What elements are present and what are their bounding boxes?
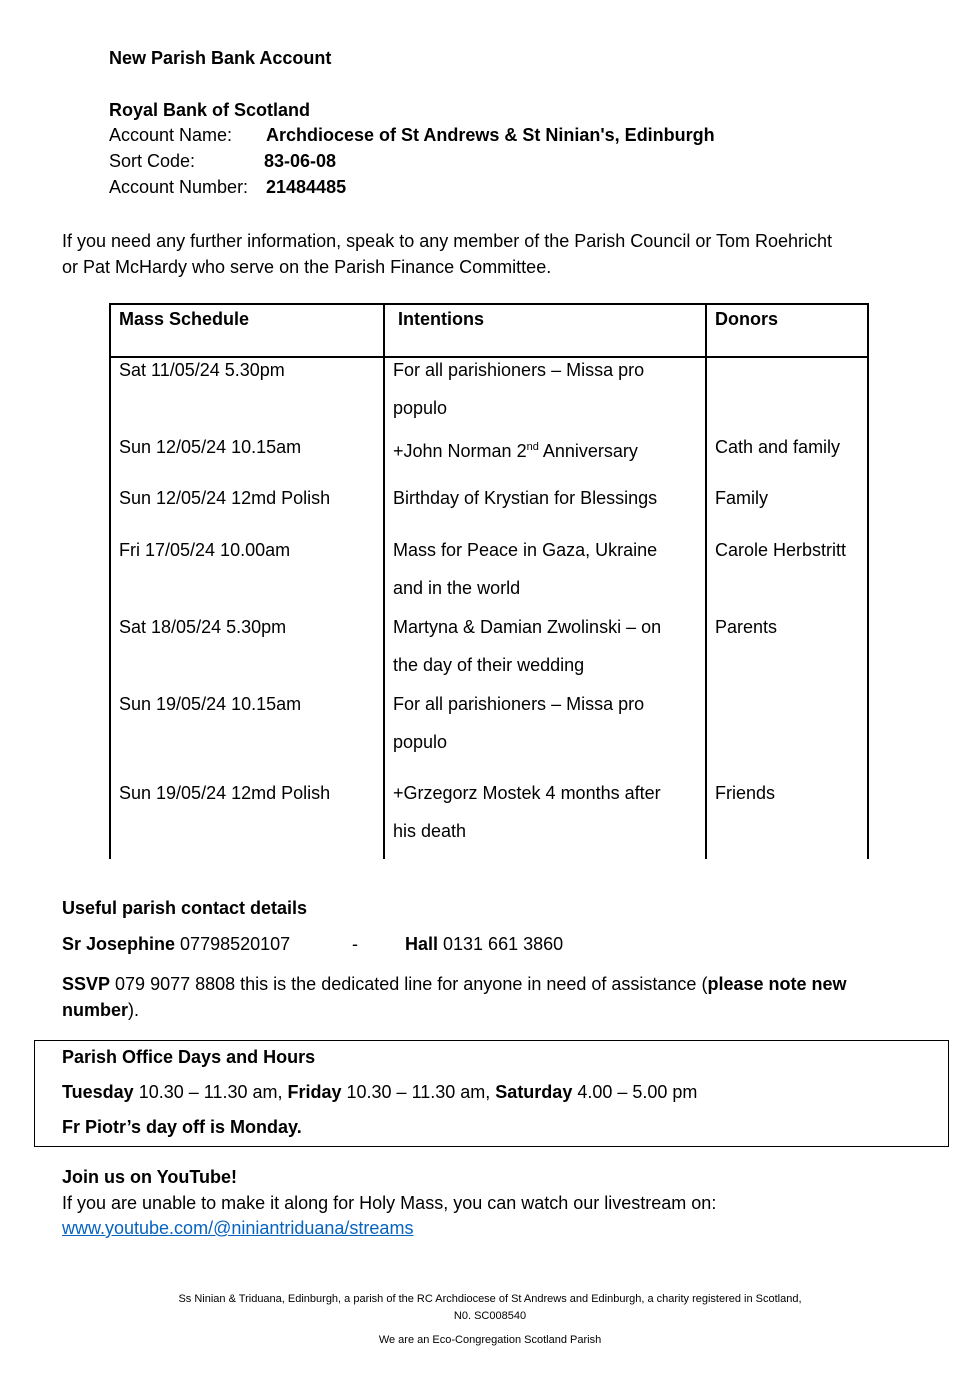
office-hours-box bbox=[34, 1040, 949, 1147]
header-donors: Donors bbox=[715, 309, 778, 329]
youtube-link[interactable]: www.youtube.com/@niniantriduana/streams bbox=[62, 1218, 414, 1238]
header-mass-schedule: Mass Schedule bbox=[119, 309, 250, 329]
row1-intention: For all parishioners – Missa pro populo bbox=[393, 360, 645, 418]
account-name-label: Account Name: bbox=[109, 125, 233, 145]
contacts-heading: Useful parish contact details bbox=[62, 898, 308, 918]
account-name-value: Archdiocese of St Andrews & St Ninian's, Edinburgh bbox=[266, 125, 715, 145]
row7-donor: Friends bbox=[715, 783, 776, 803]
row3-intention: Birthday of Krystian for Blessings bbox=[393, 488, 658, 508]
header-intentions: Intentions bbox=[398, 309, 484, 329]
table-right-border bbox=[867, 303, 869, 859]
sort-code-label: Sort Code: bbox=[109, 151, 196, 171]
table-col-divider-2 bbox=[705, 303, 707, 859]
footer-eco-line: We are an Eco-Congregation Scotland Parish bbox=[378, 1334, 602, 1346]
row6-schedule: Sun 19/05/24 10.15am bbox=[119, 694, 302, 714]
sr-josephine-contact: Sr Josephine 07798520107 bbox=[62, 934, 291, 954]
sort-code-value: 83-06-08 bbox=[264, 151, 337, 171]
youtube-text: If you are unable to make it along for Holy Mass, you can watch our livestream on: bbox=[62, 1193, 717, 1213]
table-col-divider-1 bbox=[383, 303, 385, 859]
info-line-1: If you need any further information, speak to any member of the Parish Council or Tom Roehricht bbox=[62, 231, 833, 251]
row2-schedule: Sun 12/05/24 10.15am bbox=[119, 437, 302, 457]
info-paragraph bbox=[62, 228, 832, 280]
row2-intention: +John Norman 2nd Anniversary bbox=[393, 441, 638, 461]
mass-schedule-table bbox=[109, 303, 869, 859]
info-line-2: or Pat McHardy who serve on the Parish Finance Committee. bbox=[62, 257, 552, 277]
ssvp-contact: SSVP 079 9077 8808 this is the dedicated line for anyone in need of assistance (please note new number). bbox=[62, 974, 847, 1020]
row5-schedule: Sat 18/05/24 5.30pm bbox=[119, 617, 287, 637]
row6-intention: For all parishioners – Missa pro populo bbox=[393, 694, 645, 752]
youtube-heading: Join us on YouTube! bbox=[62, 1167, 237, 1187]
office-hours-heading: Parish Office Days and Hours bbox=[62, 1047, 316, 1067]
footer-charity-line: Ss Ninian & Triduana, Edinburgh, a parish of the RC Archdiocese of St Andrews and Edinburgh, a charity registered in Scotland, bbox=[178, 1293, 802, 1305]
row7-schedule: Sun 19/05/24 12md Polish bbox=[119, 783, 331, 803]
row2-donor: Cath and family bbox=[715, 437, 841, 457]
hall-contact: Hall 0131 661 3860 bbox=[405, 934, 564, 954]
office-hours-line: Tuesday 10.30 – 11.30 am, Friday 10.30 – 11.30 am, Saturday 4.00 – 5.00 pm bbox=[62, 1082, 698, 1102]
account-number-value: 21484485 bbox=[266, 177, 347, 197]
table-left-border bbox=[109, 303, 111, 859]
row4-intention: Mass for Peace in Gaza, Ukraine and in the world bbox=[393, 540, 658, 598]
row3-schedule: Sun 12/05/24 12md Polish bbox=[119, 488, 331, 508]
bank-name: Royal Bank of Scotland bbox=[109, 100, 311, 120]
row5-donor: Parents bbox=[715, 617, 778, 637]
row4-donor: Carole Herbstritt bbox=[715, 540, 847, 560]
bank-account-heading: New Parish Bank Account bbox=[109, 48, 332, 68]
row5-intention: Martyna & Damian Zwolinski – on the day of their wedding bbox=[393, 617, 662, 675]
contact-separator: - bbox=[352, 934, 358, 954]
row3-donor: Family bbox=[715, 488, 768, 508]
account-number-label: Account Number: bbox=[109, 177, 249, 197]
row1-schedule: Sat 11/05/24 5.30pm bbox=[119, 360, 285, 380]
row4-schedule: Fri 17/05/24 10.00am bbox=[119, 540, 291, 560]
row7-intention: +Grzegorz Mostek 4 months after his death bbox=[393, 783, 661, 841]
day-off-note: Fr Piotr’s day off is Monday. bbox=[62, 1117, 302, 1137]
footer-charity-number: N0. SC008540 bbox=[453, 1310, 527, 1322]
